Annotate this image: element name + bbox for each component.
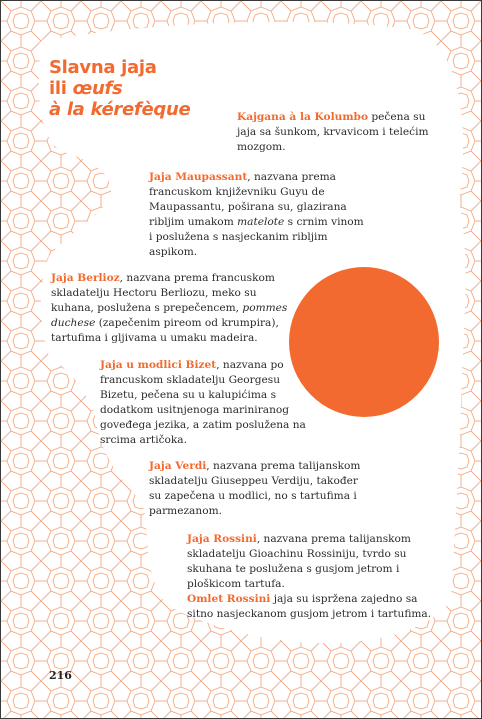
paragraph-text: aspikom. bbox=[149, 246, 198, 258]
paragraph-text: i poslužena s nasjeckanim ribljim bbox=[149, 231, 328, 243]
paragraph-rossini bbox=[187, 532, 431, 622]
paragraph-text: sitno nasjeckanom gusjom jetrom i tartufima. bbox=[187, 608, 432, 620]
paragraph-text: Bizetu, pečena su u kalupićima s bbox=[100, 389, 277, 401]
dish-name: Jaja Berlioz bbox=[51, 272, 120, 284]
paragraph-italic: pommes bbox=[242, 302, 288, 314]
paragraph-text: jaja sa šunkom, krvavicom i telećim bbox=[237, 126, 429, 138]
page-number: 216 bbox=[49, 669, 72, 682]
title-line-2-italic: œufs bbox=[72, 78, 123, 99]
title-line-3: à la kérefèque bbox=[49, 99, 191, 120]
paragraph-text: pečena su bbox=[368, 111, 426, 123]
paragraph-text: tartufima i gljivama u umaku madeira. bbox=[51, 332, 258, 344]
paragraph-verdi bbox=[149, 459, 360, 519]
paragraph-maupassant bbox=[149, 170, 364, 260]
paragraph-text: , nazvana prema talijanskom bbox=[206, 460, 361, 472]
paragraph-text: kuhana, poslužena s prepečencem, bbox=[51, 302, 243, 314]
orange-circle-decoration bbox=[289, 267, 439, 417]
paragraph-italic: duchese bbox=[51, 317, 96, 329]
paragraph-text: francuskom književniku Guyu de bbox=[149, 186, 325, 198]
paragraph-text: parmezanom. bbox=[149, 505, 222, 517]
dish-name: Jaja u modlici Bizet bbox=[100, 359, 217, 371]
page-title bbox=[49, 57, 190, 120]
dish-name: Jaja Rossini bbox=[187, 533, 257, 545]
paragraph-text: skladatelju Hectoru Berliozu, meko su bbox=[51, 287, 257, 299]
paragraph-text: ribljim umakom bbox=[149, 216, 238, 228]
title-line-1: Slavna jaja bbox=[49, 57, 157, 78]
paragraph-italic: matelote bbox=[237, 216, 285, 228]
paragraph-text: skuhana te poslužena s gusjom jetrom i bbox=[187, 563, 400, 575]
paragraph-bizet bbox=[100, 358, 306, 448]
title-line-2-prefix: ili bbox=[49, 78, 73, 99]
paragraph-kolumbo bbox=[237, 110, 429, 155]
title-line-2 bbox=[49, 78, 190, 99]
paragraph-text: s crnim vinom bbox=[284, 216, 364, 228]
paragraph-text: mozgom. bbox=[237, 141, 286, 153]
paragraph-text: (zapečenim pireom od krumpira), bbox=[95, 317, 279, 329]
paragraph-text: francuskom skladatelju Georgesu bbox=[100, 374, 281, 386]
paragraph-text: Maupassantu, poširana su, glazirana bbox=[149, 201, 347, 213]
paragraph-text: su zapečena u modlici, no s tartufima i bbox=[149, 490, 357, 502]
dish-name: Kajgana à la Kolumbo bbox=[237, 111, 369, 123]
paragraph-text: skladatelju Gioachinu Rossiniju, tvrdo su bbox=[187, 548, 407, 560]
paragraph-text: skladatelju Giuseppeu Verdiju, također bbox=[149, 475, 358, 487]
paragraph-text: jaja su ispržena zajedno sa bbox=[270, 593, 418, 605]
paragraph-text: ploškicom tartufa. bbox=[187, 578, 285, 590]
dish-name: Jaja Maupassant bbox=[149, 171, 248, 183]
paragraph-berlioz bbox=[51, 271, 287, 346]
paragraph-text: dodatkom usitnjenoga mariniranog bbox=[100, 404, 290, 416]
paragraph-text: , nazvana prema talijanskom bbox=[256, 533, 411, 545]
paragraph-text: , nazvana prema bbox=[247, 171, 336, 183]
paragraph-text: srcima artičoka. bbox=[100, 434, 187, 446]
paragraph-text: , nazvana prema francuskom bbox=[119, 272, 275, 284]
dish-name: Jaja Verdi bbox=[149, 460, 207, 472]
dish-name: Omlet Rossini bbox=[187, 593, 271, 605]
paragraph-text: , nazvana po bbox=[216, 359, 284, 371]
paragraph-text: goveđega jezika, a zatim poslužena na bbox=[100, 419, 306, 431]
